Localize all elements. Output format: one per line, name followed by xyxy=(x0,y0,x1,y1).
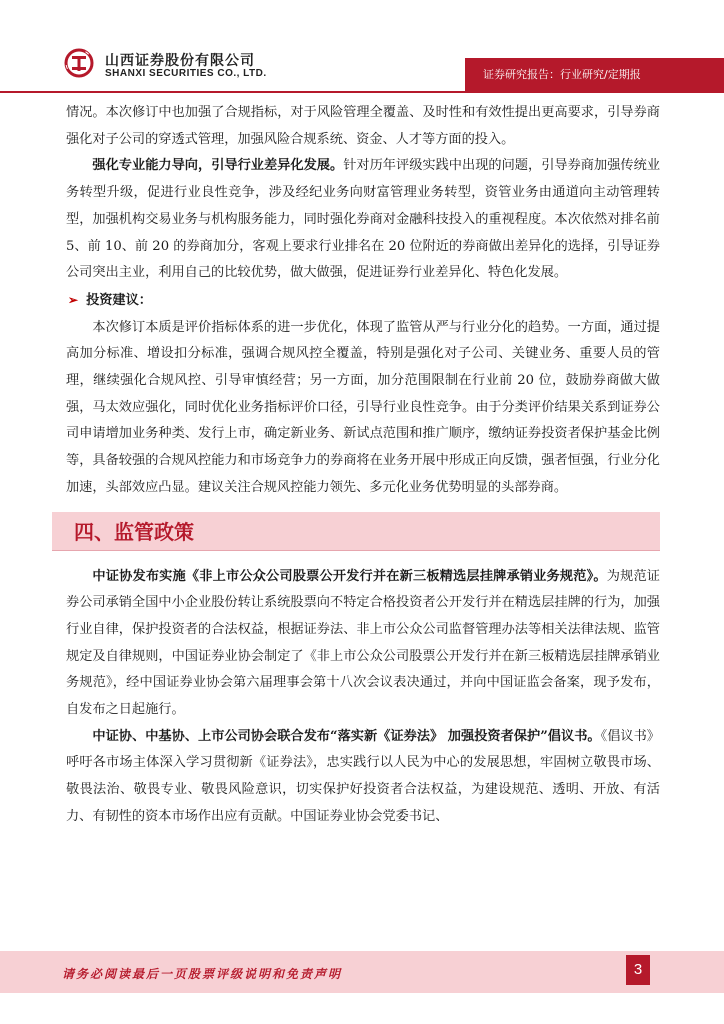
company-name-cn: 山西证券股份有限公司 xyxy=(105,53,255,69)
paragraph-lead-bold: 中证协、中基协、上市公司协会联合发布“落实新《证券法》 加强投资者保护”倡议书。 xyxy=(92,728,601,744)
paragraph-professional-capability xyxy=(66,153,660,287)
paragraph-investor-protection-initiative xyxy=(66,724,660,831)
disclaimer-notice: 请务必阅读最后一页股票评级说明和免责声明 xyxy=(62,967,343,981)
paragraph-lead-bold: 中证协发布实施《非上市公众公司股票公开发行并在新三板精选层挂牌承销业务规范》。 xyxy=(92,568,607,584)
paragraph-investment-advice: 本次修订本质是评价指标体系的进一步优化，体现了监管从严与行业分化的趋势。一方面，通过提高加分标准、增设扣分标准，强调合规风控全覆盖，特别是强化对子公司、关键业务、重要人员的管理，继续强化合规风控、引导审慎经营；另一方面，加分范围限制在行业前 20 位，鼓励券商做大做强，马太效应强化，同时优化业务指标评价口径，引导行业良性竞争。由于分类评价结果关系到证券公司申请增加业务种类、发行上市，确定新业务、新试点范围和推广顺序，缴纳证券投资者保护基金比例等，具备较强的合规风控能力和市场竞争力的券商将在业务开展中形成正向反馈，强者恒强，行业分化加速，头部效应凸显。建议关注合规风控能力领先、多元化业务优势明显的头部券商。 xyxy=(66,319,660,495)
paragraph-lead-bold: 强化专业能力导向，引导行业差异化发展。 xyxy=(92,158,344,174)
paragraph-text: 为规范证券公司承销全国中小企业股份转让系统股票向不特定合格投资者公开发行并在精选层挂牌的行为，加强行业自律，保护投资者的合法权益，根据证券法、非上市公众公司监督管理办法等相关法律法规、监管规定及自律规则，中国证券业协会制定了《非上市公众公司股票公开发行并在新三板精选层挂牌承销业务规范》，经中国证券业协会第六届理事会第十八次会议表决通过，并向中国证监会备案，现予发布，自发布之日起施行。 xyxy=(66,568,660,718)
page-header xyxy=(0,0,724,92)
company-name-en: SHANXI SECURITIES CO., LTD. xyxy=(105,68,267,79)
paragraph-text: 《倡议书》呼吁各市场主体深入学习贯彻新《证券法》，忠实践行以人民为中心的发展思想，牢固树立敬畏市场、敬畏法治、敬畏专业、敬畏风险意识，切实保护好投资者合法权益，为建设规范、透明、开放、有活力、有韧性的资本市场作出应有贡献。中国证券业协会党委书记、 xyxy=(66,728,660,824)
arrow-bullet-icon: ➢ xyxy=(68,292,79,307)
page-number: 3 xyxy=(626,955,650,985)
investment-advice-heading xyxy=(66,287,660,315)
shanxi-securities-logo-icon xyxy=(64,48,94,78)
report-type-banner: 证券研究报告：行业研究/定期报 xyxy=(465,58,724,92)
section-title: 四、监管政策 xyxy=(74,519,194,544)
paragraph-text: 针对历年评级实践中出现的问题，引导券商加强传统业务转型升级，促进行业良性竞争，涉及经纪业务向财富管理业务转型，资管业务由通道向主动管理转型，加强机构交易业务与机构服务能力，同时强化券商对金融科技投入的重视程度。本次依然对排名前 5、前 10、前 20 的券商加分，客观上要求行业排名在 20 位附近的券商做出差异化的选择，引导证券公司突出主业，利用自己的比较优势，做大做强，促进证券行业差异化、特色化发展。 xyxy=(66,158,661,281)
paragraph-sac-underwriting-rules xyxy=(66,564,660,724)
report-body xyxy=(66,100,660,831)
header-divider xyxy=(0,91,724,93)
page-footer xyxy=(0,951,724,993)
section-heading xyxy=(66,512,660,556)
paragraph-compliance: 情况。本次修订中也加强了合规指标，对于风险管理全覆盖、及时性和有效性提出更高要求，引导券商强化对子公司的穿透式管理，加强风险合规系统、资金、人才等方面的投入。 xyxy=(66,105,660,147)
investment-advice-label: 投资建议： xyxy=(86,292,152,308)
